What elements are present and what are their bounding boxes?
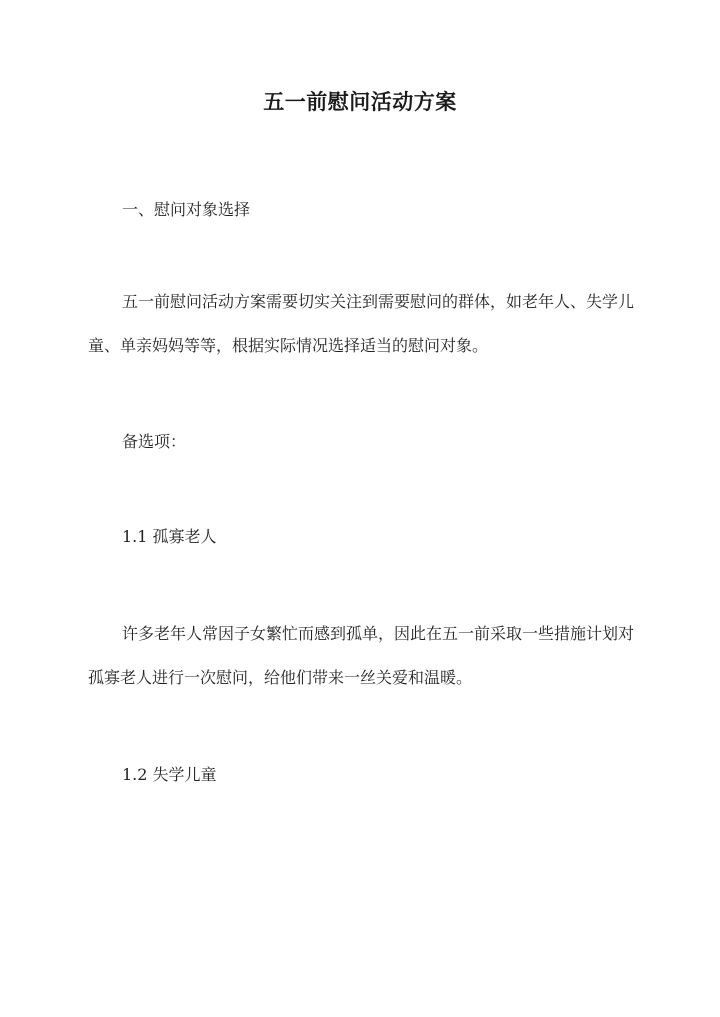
options-label: 备选项： [122, 432, 187, 451]
item-1-1-paragraph: 许多老年人常因子女繁忙而感到孤单，因此在五一前采取一些措施计划对孤寡老人进行一次慰问，给他们带来一丝关爱和温暖。 [88, 624, 635, 687]
item-1-1-heading: 1.1 孤寡老人 [122, 527, 217, 546]
section-heading-1: 一、慰问对象选择 [122, 200, 251, 219]
item-1-2-heading: 1.2 失学儿童 [122, 765, 217, 784]
document-title: 五一前慰问活动方案 [263, 89, 457, 114]
section-1-paragraph: 五一前慰问活动方案需要切实关注到需要慰问的群体，如老年人、失学儿童、单亲妈妈等等，根据实际情况选择适当的慰问对象。 [88, 292, 635, 355]
